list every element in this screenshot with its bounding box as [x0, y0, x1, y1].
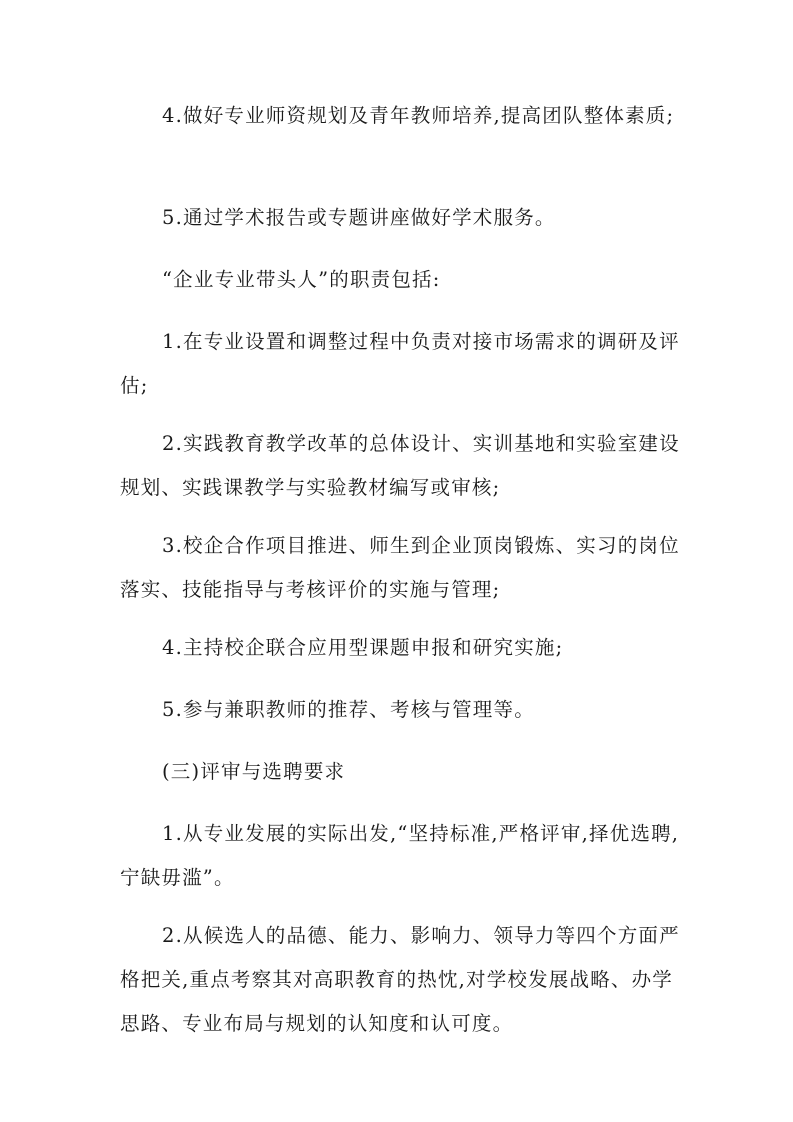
paragraph-1: 4.做好专业师资规划及青年教师培养,提高团队整体素质;	[162, 104, 675, 127]
paragraph-2: 5.通过学术报告或专题讲座做好学术服务。	[162, 206, 556, 229]
paragraph-8: 5.参与兼职教师的推荐、考核与管理等。	[162, 698, 535, 721]
paragraph-9: 1.从专业发展的实际出发,“坚持标准,严格评审,择优选聘,宁缺毋滥”。	[120, 822, 680, 889]
paragraph-6: 3.校企合作项目推进、师生到企业顶岗锻炼、实习的岗位落实、技能指导与考核评价的实施与管理;	[120, 534, 680, 601]
paragraph-10: 2.从候选人的品德、能力、影响力、领导力等四个方面严格把关,重点考察其对高职教育的热忱,对学校发展战略、办学思路、专业布局与规划的认知度和认可度。	[120, 924, 680, 1035]
section-heading: (三)评审与选聘要求	[162, 760, 346, 783]
paragraph-4: 1.在专业设置和调整过程中负责对接市场需求的调研及评估;	[120, 330, 680, 397]
paragraph-7: 4.主持校企联合应用型课题申报和研究实施;	[162, 636, 564, 659]
paragraph-3: “企业专业带头人”的职责包括:	[162, 268, 441, 291]
paragraph-5: 2.实践教育教学改革的总体设计、实训基地和实验室建设规划、实践课教学与实验教材编写或审核;	[120, 432, 680, 499]
